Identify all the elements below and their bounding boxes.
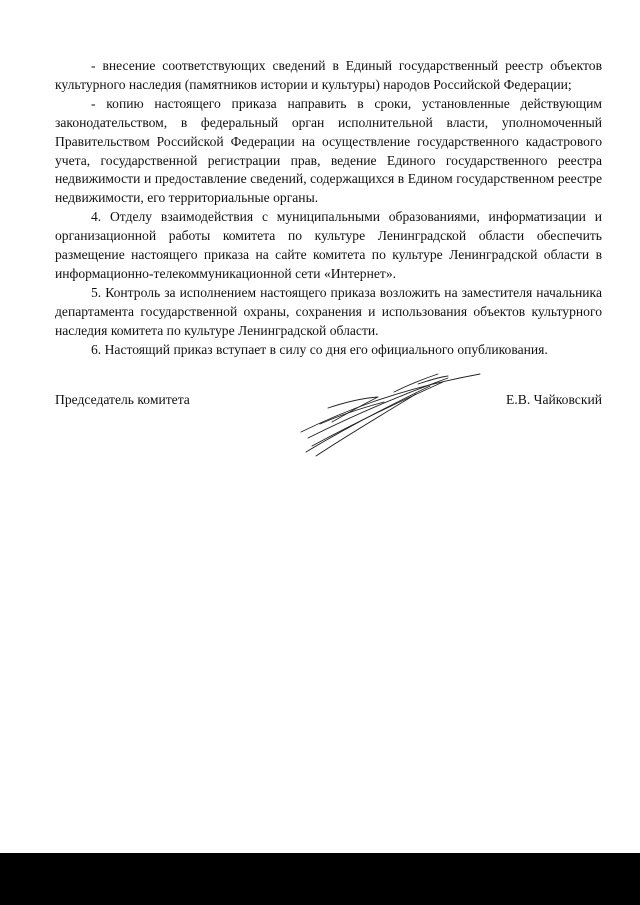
scan-edge-band: [0, 853, 640, 905]
paragraph-copy-order: - копию настоящего приказа направить в сроки, установленные действующим законодательством, в федеральный орган исполнительной власти, уполномоченный Правительством Российской Федерации на осуществление государственного кадастрового учета, государственной регистрации прав, ведение Единого государственного реестра недвижимости и предоставление сведений, содержащихся в Едином государственном реестре недвижимости, его территориальные органы.: [55, 95, 602, 206]
document-body: [55, 57, 602, 360]
paragraph-item-6: 6. Настоящий приказ вступает в силу со дня его официального опубликования.: [91, 341, 548, 357]
handwritten-signature: [298, 366, 483, 458]
paragraph-item-5: 5. Контроль за исполнением настоящего приказа возложить на заместителя начальника департамента государственной охраны, сохранения и использования объектов культурного наследия комитета по культуре Ленинградской области.: [55, 284, 602, 338]
paragraph-registry-entry: - внесение соответствующих сведений в Единый государственный реестр объектов культурного наследия (памятников истории и культуры) народов Российской Федерации;: [55, 58, 602, 92]
signatory-name: Е.В. Чайковский: [506, 392, 602, 407]
signatory-title: Председатель комитета: [55, 392, 190, 407]
paragraph-item-4: 4. Отделу взаимодействия с муниципальными образованиями, информатизации и организационной работы комитета по культуре Ленинградской области обеспечить размещение настоящего приказа на сайте комитета по культуре Ленинградской области в информационно-телекоммуникационной сети «Интернет».: [55, 209, 602, 281]
